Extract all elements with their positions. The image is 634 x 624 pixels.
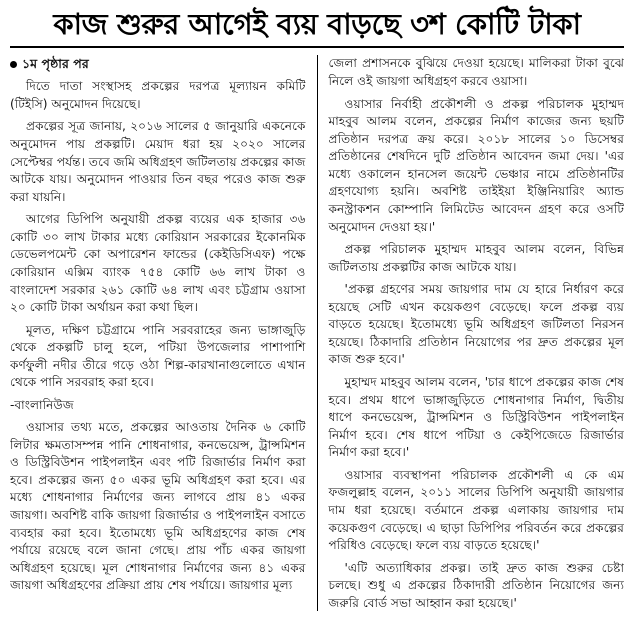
- paragraph: আগের ডিপিপি অনুযায়ী প্রকল্প ব্যয়ের এক হাজার ৩৬ কোটি ৩০ লাখ টাকার মধ্যে কোরিয়ান সরকারের ইকোনমিক ডেভেলপমেন্ট কো অপারেশন ফান্ডের (কেইডিসিএফ) পক্ষে কোরিয়ান এক্সিম ব্যাংক ৭৫৪ কোটি ৬৬ লাখ টাকা ও বাংলাদেশ সরকার ২৬১ কোটি ৬৪ লাখ এবং চট্টগ্রাম ওয়াসা ২০ কোটি টাকা অর্থায়ন করা কথা ছিল।: [10, 212, 306, 315]
- paragraph: প্রকল্প পরিচালক মুহাম্মদ মাহবুব আলম বলেন, বিভিন্ন জটিলতায় প্রকল্পটির কাজ আটকে যায়।: [328, 242, 624, 274]
- paragraph: প্রকল্পের সূত্র জানায়, ২০১৬ সালের ৫ জানুয়ারি একনেকে অনুমোদন পায় প্রকল্পটি। মেয়াদ ধরা হয় ২০২০ সালের সেপ্টেম্বর পর্যন্ত। তবে জমি অধিগ্রহণ জটিলতায় প্রকল্পের কাজ আটকে যায়। অনুমোদন পাওয়ার তিন বছর পরেও কাজ শুরু করা যায়নি।: [10, 119, 306, 204]
- page-title: কাজ শুরুর আগেই ব্যয় বাড়ছে ৩শ কোটি টাকা: [53, 7, 581, 41]
- article-columns: [10, 55, 624, 611]
- paragraph: দিতে দাতা সংস্থাসহ প্রকল্পের দরপত্র মূল্যায়ন কমিটি (টিইসি) অনুমোদন দিয়েছে।: [10, 79, 306, 111]
- paragraph: জেলা প্রশাসনকে বুঝিয়ে দেওয়া হয়েছে। মালিকরা টাকা বুঝে নিলে ওই জায়গা অধিগ্রহণ করবে ওয়াসা।: [328, 56, 624, 89]
- bullet-icon: [10, 61, 17, 68]
- paragraph: ওয়াসার ব্যবস্থাপনা পরিচালক প্রকৌশলী এ কে এম ফজলুল্লাহ বলেন, ২০১১ সালের ডিপিপি অনুযায়ী জায়গার দাম ধরা হয়েছে। বর্তমানে প্রকল্প এলাকায় জায়গার দাম কয়েকগুণ বেড়েছে। এ ছাড়া ডিপিপির পরিবর্তন করে প্রকল্পের পরিধিও বেড়েছে। ফলে ব্যয় বাড়তে হয়েছে।': [328, 467, 624, 553]
- right-column: [320, 55, 625, 611]
- column-divider: [317, 55, 318, 611]
- headline-divider: [10, 46, 624, 48]
- paragraph: ওয়াসার নির্বাহী প্রকৌশলী ও প্রকল্প পরিচালক মুহাম্মদ মাহবুব আলম বলেন, প্রকল্পের নির্মাণ কাজের জন্য ছয়টি প্রতিষ্ঠান দরপত্র ক্রয় করে। ২০১৮ সালের ১০ ডিসেম্বর প্রতিষ্ঠানের শেষদিনে দুটি প্রতিষ্ঠান আবেদন জমা দেয়। 'এর মধ্যে ওকালেন হানসেল জয়েন্ট ভেঞ্চার নামে প্রতিষ্ঠানটির গ্রহণযোগ্য হয়নি। অবশিষ্ট তাইইয়া ইঞ্জিনিয়ারিং অ্যান্ড কনস্ট্রাকশন কোম্পানি লিমিটেড আবেদন গ্রহণ করে ওসটি অনুমোদন দেওয়া হয়।': [328, 96, 624, 234]
- paragraph: 'এটি অত্যাধিকার প্রকল্প। তাই দ্রুত কাজ শুরুর চেষ্টা চলছে। শুধু এ প্রকল্পের ঠিকাদারী প্রতিষ্ঠান নিয়োগের জন্য জরুরি বোর্ড সভা আহ্বান করা হয়েছে।': [328, 560, 624, 610]
- paragraph: মুহাম্মদ মাহবুব আলম বলেন, 'চার ধাপে প্রকল্পের কাজ শেষ হবে। প্রথম ধাপে ভাঙ্গাজুড়িতে শোধনাগার নির্মাণ, দ্বিতীয় ধাপে কনভেয়েন্স, ট্রান্সমিশন ও ডিস্ট্রিবিউশন পাইপলাইন নির্মাণ হবে। শেষ ধাপে পটিয়া ও কেইপিজেডে রিজার্ভার নির্মাণ করা হবে।': [328, 375, 624, 460]
- paragraph: ওয়াসার তথ্য মতে, প্রকল্পের আওতায় দৈনিক ৬ কোটি লিটার ক্ষমতাসম্পন্ন পানি শোধনাগার, কনভেয়েন্স, ট্রান্সমিশন ও ডিস্ট্রিবিউশন পাইপলাইন এবং পটি রিজার্ভার নির্মাণ করা হবে। প্রকল্পের জন্য ৫০ একর ভূমি অধিগ্রহণ করা হবে। এর মধ্যে শোধনাগার নির্মাণের জন্য লাগবে প্রায় ৪১ একর জায়গা। অবশিষ্ট বাকি জায়গা রিজার্ভার ও পাইপলাইন বসাতে ব্যবহার করা হবে। ইতোমধ্যে ভূমি অধিগ্রহণের কাজ শেষ পর্যায়ে রয়েছে বলে জানা গেছে। প্রায় পাঁচ একর জায়গা অধিগ্রহণ হয়েছে। মূল শোধনাগার নির্মাণের জন্য ৪১ একর জায়গা অধিগ্রহণের প্রক্রিয়া প্রায় শেষ পর্যায়ে। জায়গার মূল্য: [10, 420, 306, 593]
- paragraph: 'প্রকল্প গ্রহণের সময় জায়গার দাম যে হারে নির্ধারণ করে হয়েছে সেটি এখন কয়েকগুণ বেড়েছে। ফলে প্রকল্প ব্যয় বাড়তে হয়েছে। ইতোমধ্যে ভূমি অধিগ্রহণ জটিলতা নিরসন হয়েছে। ঠিকাদারি প্রতিষ্ঠান নিয়োগের পর দ্রুত প্রকল্পের মূল কাজ শুরু হবে।': [328, 282, 624, 367]
- kicker-label: ১ম পৃষ্ঠার পর: [22, 56, 89, 72]
- continuation-kicker: [10, 55, 306, 73]
- left-column: [10, 55, 315, 611]
- paragraph: মূলত, দক্ষিণ চট্টগ্রামে পানি সরবরাহের জন্য ভাঙ্গাজুড়ি থেকে প্রকল্পটি চালু হলে, পটিয়া উপজেলার পাশাপাশি কর্ণফুলী নদীর তীরে গড়ে ওঠা শিল্প-কারখানাগুলোতে এখান থেকে পানি সরবরাহ করা হবে।: [10, 322, 306, 390]
- news-agency-credit: -বাংলানিউজ: [10, 397, 74, 412]
